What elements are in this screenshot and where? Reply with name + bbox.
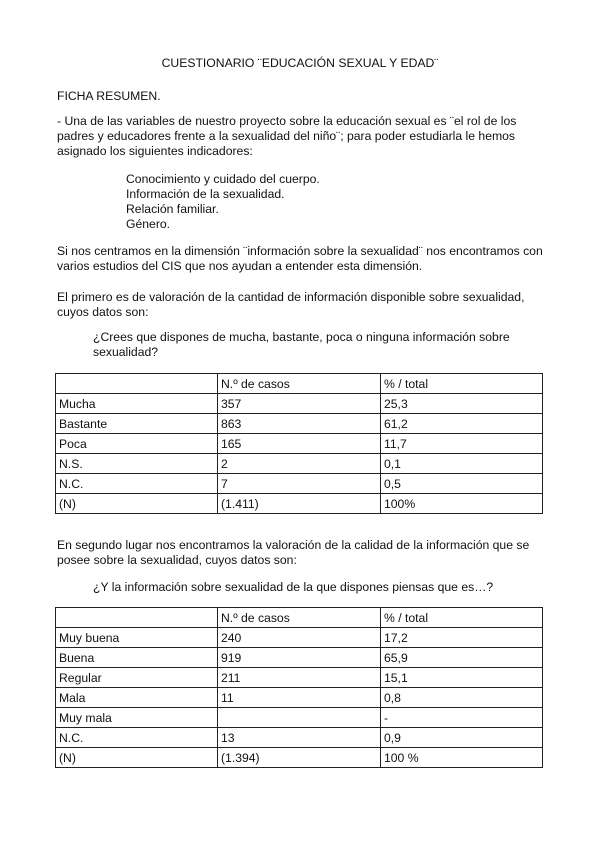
quality-table [55,607,543,768]
table-cell: 100 % [381,748,543,768]
quantity-table [55,373,543,514]
table-cell: 240 [218,628,381,648]
table-cell: 65,9 [381,648,543,668]
table-cell: 17,2 [381,628,543,648]
question-1 [93,330,510,360]
text-line: - Una de las variables de nuestro proyecto sobre la educación sexual es ¨el rol de los [57,114,517,128]
table-cell: 863 [218,414,381,434]
table-row [56,688,543,708]
table-cell: (1.394) [218,748,381,768]
indicator-list-item: Relación familiar. [126,202,219,216]
table-header-row [56,608,543,628]
table-cell: 15,1 [381,668,543,688]
table-cell: N.S. [56,454,218,474]
table-header-row [56,374,543,394]
table-cell: 919 [218,648,381,668]
table-cell: 7 [218,474,381,494]
question-2: ¿Y la información sobre sexualidad de la que dispones piensas que es…? [93,580,494,594]
table-cell: 11 [218,688,381,708]
table-cell: 11,7 [381,434,543,454]
paragraph-first-study [57,290,524,320]
text-line: ¿Crees que dispones de mucha, bastante, poca o ninguna información sobre [93,330,510,344]
table-cell [218,708,381,728]
section-label: FICHA RESUMEN. [57,89,161,103]
table-row [56,434,543,454]
table-cell: Mala [56,688,218,708]
table-cell: (N) [56,494,218,514]
table-cell: Mucha [56,394,218,414]
indicator-list-item: Género. [126,217,171,231]
text-line: posee sobre la sexualidad, cuyos datos son: [57,553,297,567]
table-cell: - [381,708,543,728]
table-cell: Muy mala [56,708,218,728]
table-cell: 211 [218,668,381,688]
text-line: Si nos centramos en la dimensión ¨información sobre la sexualidad¨ nos encontramos con [57,244,543,258]
table-cell: 25,3 [381,394,543,414]
table-header-cell: % / total [381,608,543,628]
indicator-list-item: Información de la sexualidad. [126,187,285,201]
table-cell: Muy buena [56,628,218,648]
table-cell: 13 [218,728,381,748]
table-row [56,454,543,474]
table-row [56,394,543,414]
paragraph-dimension [57,244,543,274]
table-header-cell [56,374,218,394]
indicator-list-item: Conocimiento y cuidado del cuerpo. [126,172,320,186]
table-cell: (1.411) [218,494,381,514]
table-cell: 2 [218,454,381,474]
table-cell: Buena [56,648,218,668]
table-header-cell [56,608,218,628]
table-cell: Bastante [56,414,218,434]
table-cell: 61,2 [381,414,543,434]
text-line: El primero es de valoración de la cantidad de información disponible sobre sexualidad, [57,290,525,304]
table-cell: (N) [56,748,218,768]
table-row [56,628,543,648]
table-header-cell: N.º de casos [218,374,381,394]
text-line: padres y educadores frente a la sexualidad del niño¨; para poder estudiarla le hemos [57,129,515,143]
text-line: En segundo lugar nos encontramos la valoración de la calidad de la información que se [57,538,530,552]
text-line: asignado los siguientes indicadores: [57,144,253,158]
intro-paragraph [57,114,516,159]
table-cell: 0,1 [381,454,543,474]
table-cell: N.C. [56,474,218,494]
table-row [56,414,543,434]
table-cell: Poca [56,434,218,454]
text-line: sexualidad? [93,345,159,359]
text-line: cuyos datos son: [57,305,149,319]
table-row [56,494,543,514]
table-header-cell: N.º de casos [218,608,381,628]
table-row [56,748,543,768]
table-cell: Regular [56,668,218,688]
table-cell: 0,8 [381,688,543,708]
document-title: CUESTIONARIO ¨EDUCACIÓN SEXUAL Y EDAD¨ [161,56,439,70]
table-cell: 0,9 [381,728,543,748]
table-row [56,708,543,728]
table-cell: 357 [218,394,381,414]
table-cell: 0,5 [381,474,543,494]
table-cell: 165 [218,434,381,454]
table-row [56,668,543,688]
table-cell: 100% [381,494,543,514]
paragraph-second-study [57,538,529,568]
table-header-cell: % / total [381,374,543,394]
table-row [56,648,543,668]
table-row [56,728,543,748]
table-cell: N.C. [56,728,218,748]
text-line: varios estudios del CIS que nos ayudan a entender esta dimensión. [57,259,423,273]
table-row [56,474,543,494]
